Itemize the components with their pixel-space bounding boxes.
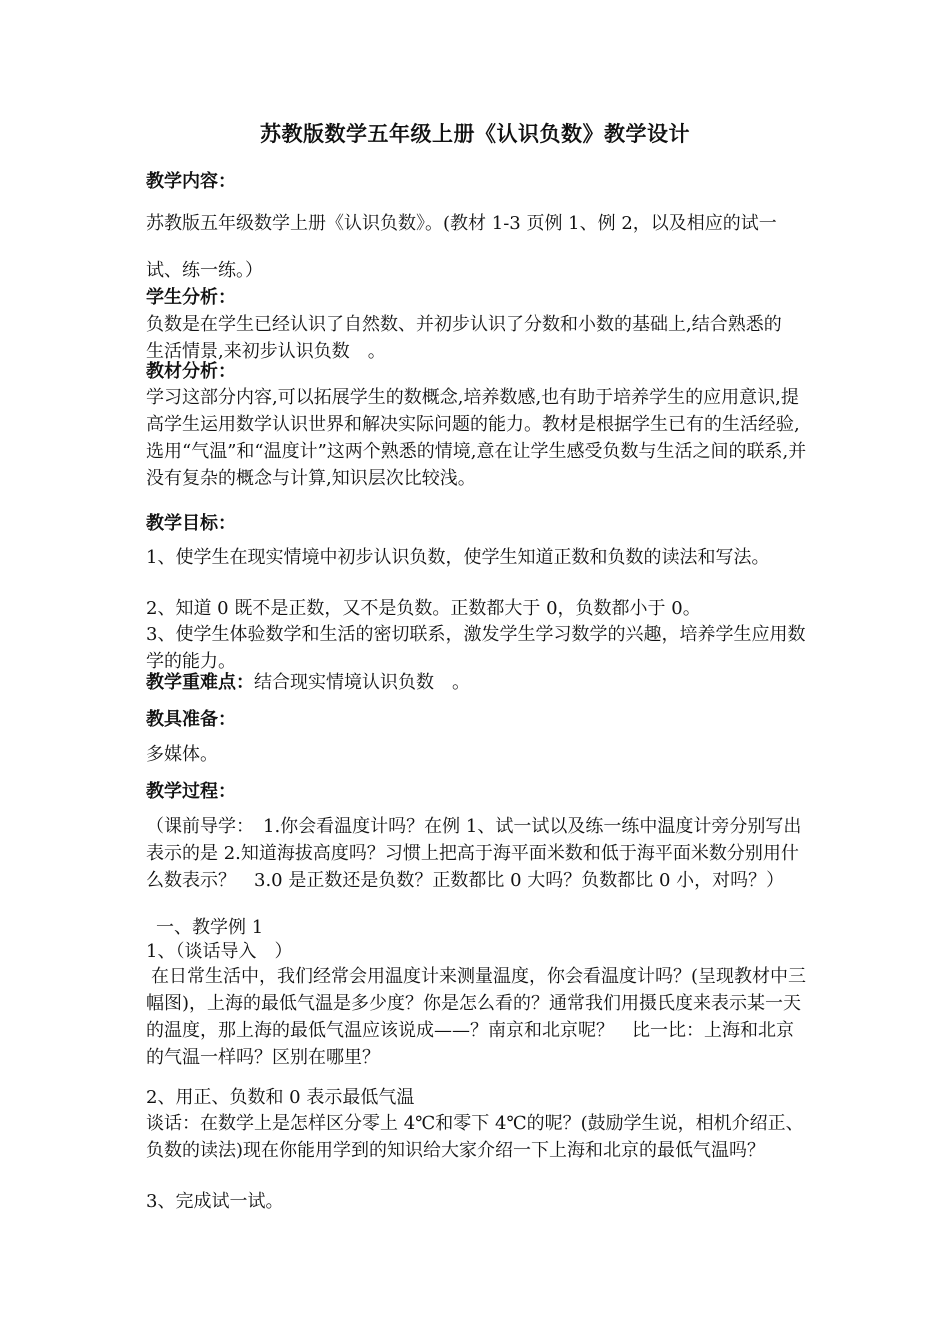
goals-heading: 教学目标：: [146, 513, 236, 534]
goal-item-1: 1、使学生在现实情境中初步认识负数，使学生知道正数和负数的读法和写法。: [146, 547, 770, 568]
step-3-heading: 3、完成试一试。: [146, 1191, 284, 1212]
document-title: 苏教版数学五年级上册《认识负数》教学设计: [260, 121, 690, 146]
key-points: [146, 669, 810, 696]
tools-heading: 教具准备：: [146, 709, 236, 730]
tools-text: 多媒体。: [146, 744, 218, 765]
material-heading: 教材分析：: [146, 361, 236, 382]
section-heading-1: 一、教学例 1: [156, 917, 264, 938]
preview-text: （课前导学： 1.你会看温度计吗？在例 1、试一试以及练一练中温度计旁分别写出表示的是 2.知道海拔高度吗？习惯上把高于海平面米数和低于海平面米数分别用什么数表示？ 3.0 是正数还是负数？正数都比 0 大吗？负数都比 0 小，对吗？）: [146, 816, 802, 891]
material-text: 学习这部分内容,可以拓展学生的数概念,培养数感,也有助于培养学生的应用意识,提高学生运用数学认识世界和解决实际问题的能力。教材是根据学生已有的生活经验,选用“气温”和“温度计”这两个熟悉的情境,意在让学生感受负数与生活之间的联系,并没有复杂的概念与计算,知识层次比较浅。: [146, 387, 807, 489]
step-2-text: 谈话：在数学上是怎样区分零上 4℃和零下 4℃的呢？(鼓励学生说，相机介绍正、负数的读法)现在你能用学到的知识给大家介绍一下上海和北京的最低气温吗？: [146, 1113, 804, 1161]
content-text: 苏教版五年级数学上册《认识负数》。(教材 1-3 页例 1、例 2，以及相应的试一试、练一练。）: [146, 213, 777, 281]
goal-item-3: 3、使学生体验数学和生活的密切联系，激发学生学习数学的兴趣，培养学生应用数学的能力。: [146, 624, 806, 672]
student-text: 负数是在学生已经认识了自然数、并初步认识了分数和小数的基础上,结合熟悉的 生活情景,来初步认识负数 。: [146, 314, 800, 362]
content-heading: 教学内容：: [146, 171, 236, 192]
key-heading: 教学重难点：: [146, 672, 254, 693]
step-2-heading: 2、用正、负数和 0 表示最低气温: [146, 1087, 415, 1108]
step-1-text: 在日常生活中，我们经常会用温度计来测量温度，你会看温度计吗？(呈现教材中三幅图)，上海的最低气温是多少度？你是怎么看的？通常我们用摄氏度来表示某一天的温度，那上海的最低气温应该说成——？南京和北京呢？ 比一比：上海和北京的气温一样吗？区别在哪里？: [146, 966, 807, 1068]
goal-item-2: 2、知道 0 既不是正数，又不是负数。正数都大于 0，负数都小于 0。: [146, 598, 701, 619]
key-text: 结合现实情境认识负数 。: [254, 672, 470, 693]
process-heading: 教学过程：: [146, 781, 236, 802]
student-heading: 学生分析：: [146, 287, 236, 308]
step-1-heading: 1、（谈话导入 ）: [146, 941, 293, 962]
